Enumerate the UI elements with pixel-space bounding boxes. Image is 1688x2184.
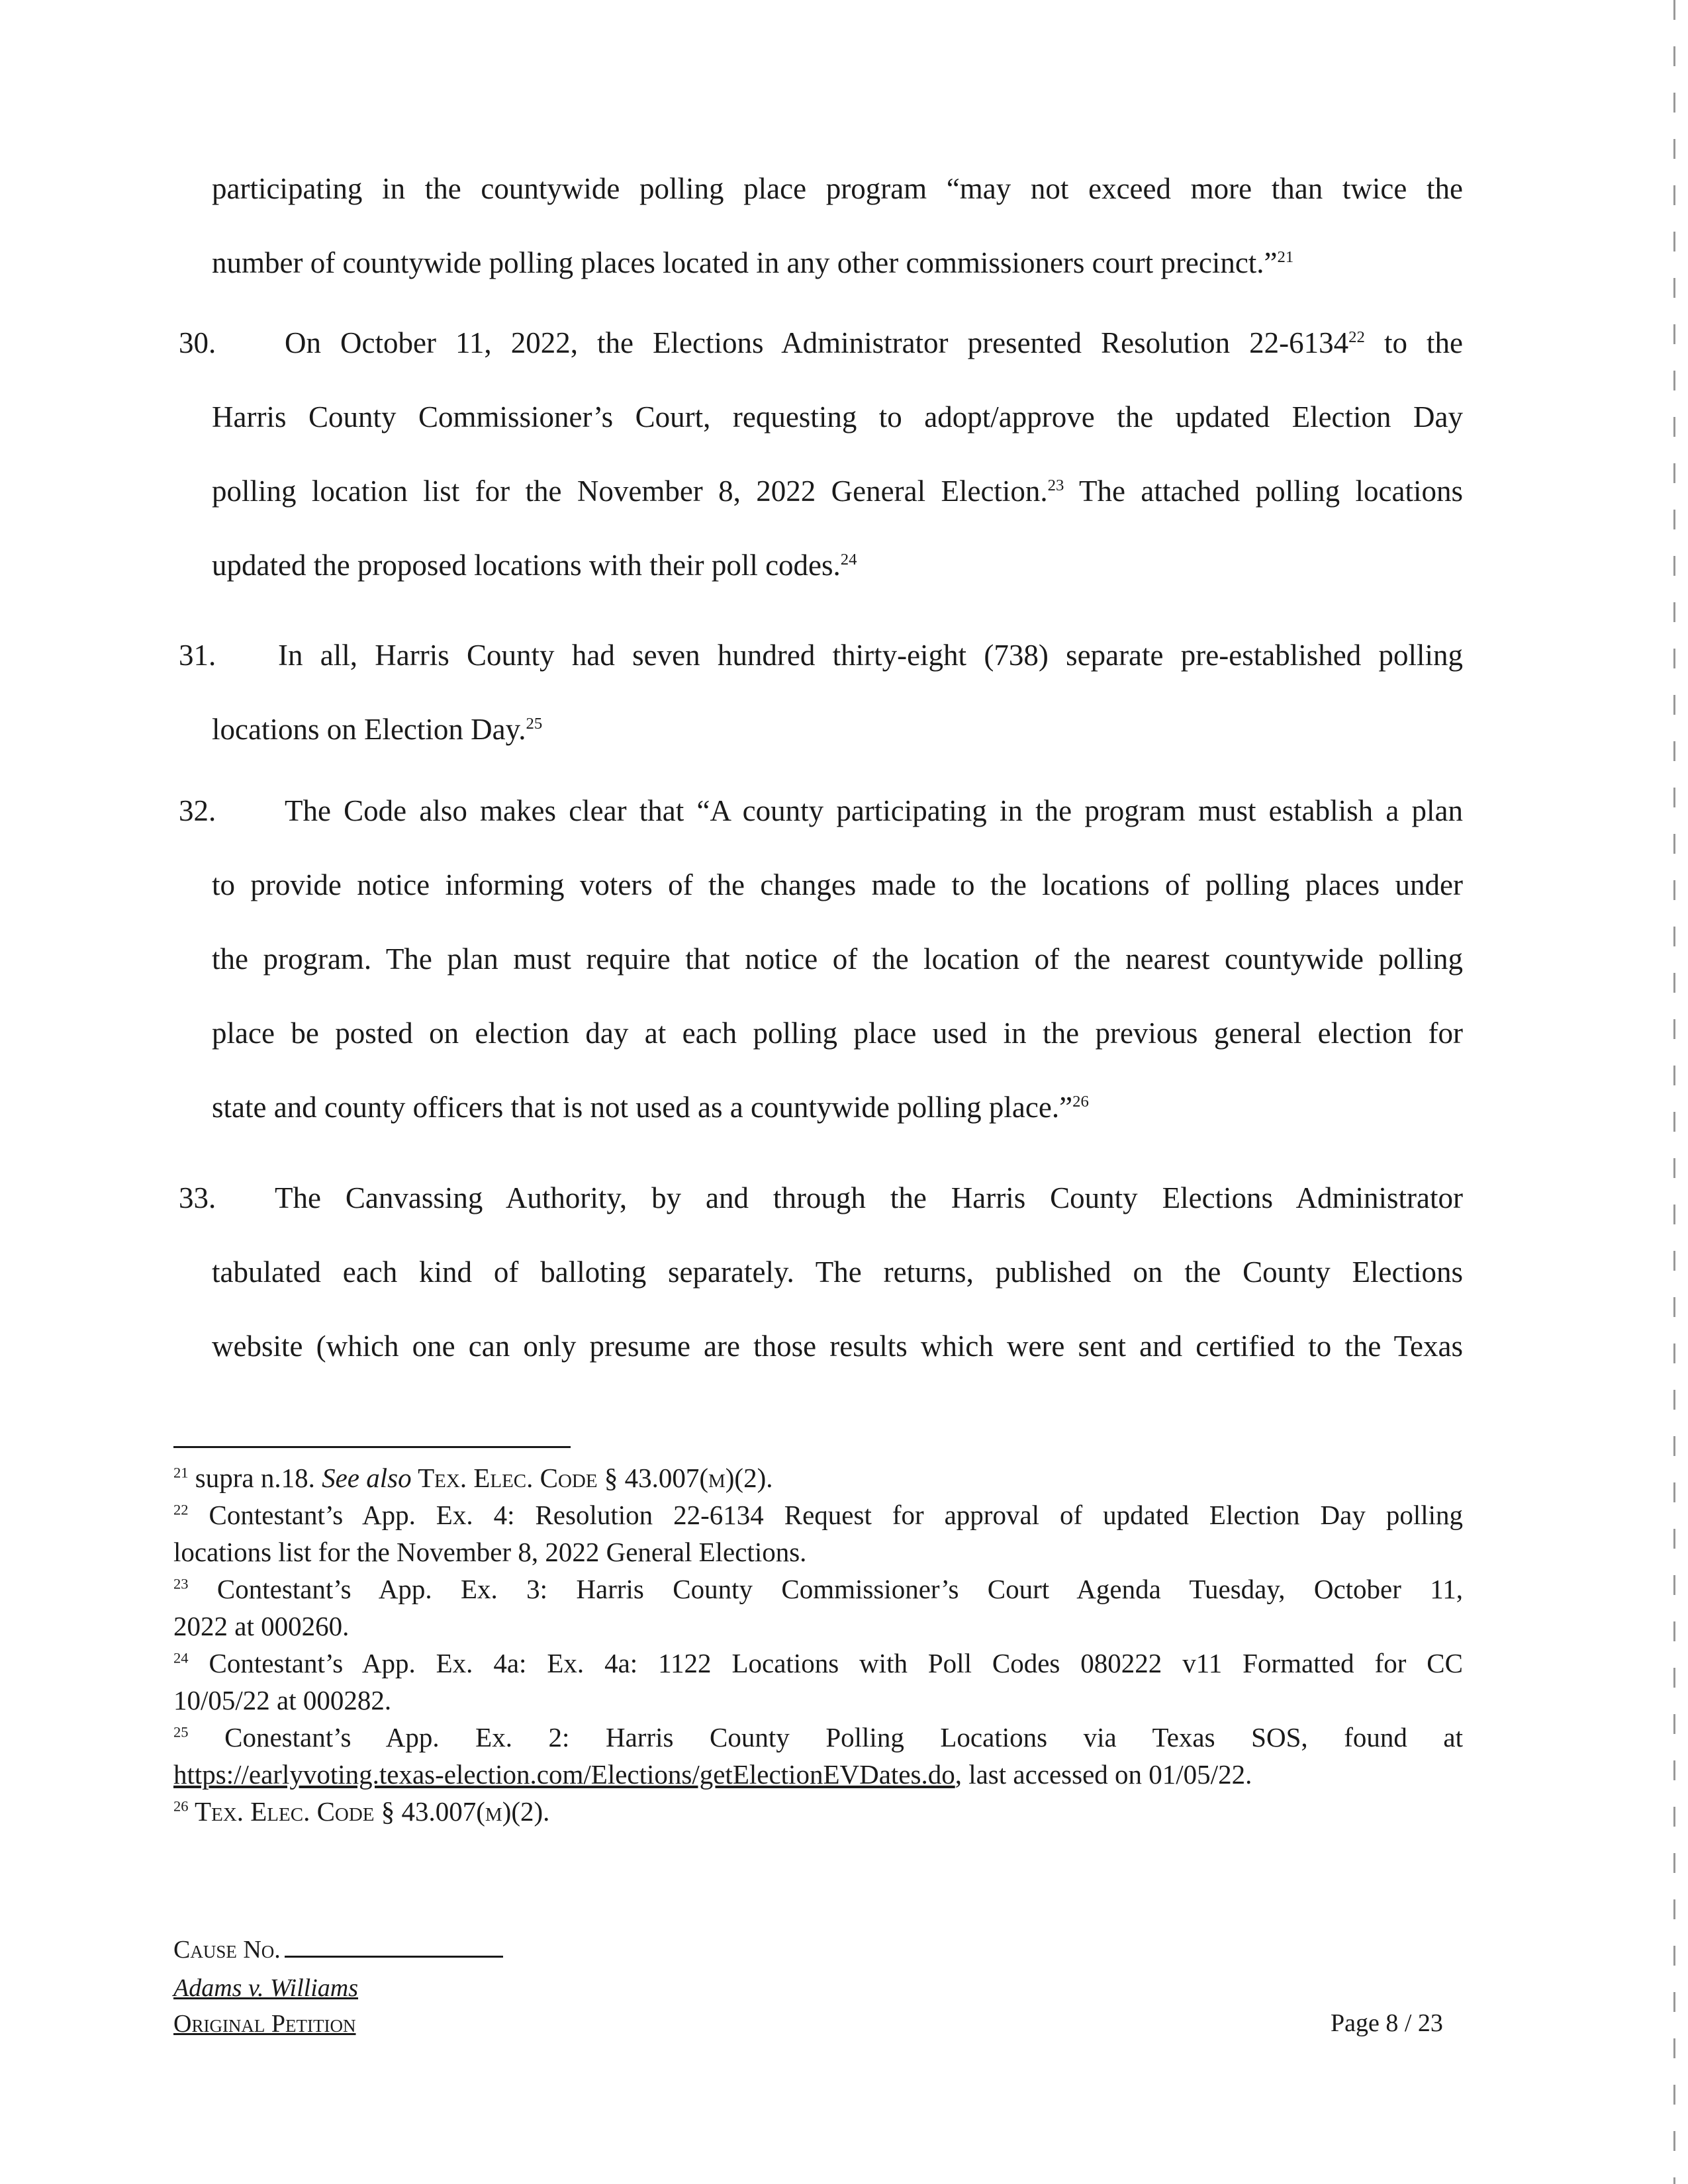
footnote-ref: 23: [1047, 477, 1064, 494]
page-footer: [173, 1933, 503, 2041]
cause-number-blank: [285, 1936, 503, 1958]
footnote-22: $^{22}$ Contestant’s App. Ex. 4: Resolution 22-6134 Request for approval of updated Election Day polling: [173, 1500, 1463, 1530]
footnote-25-cont: https://earlyvoting.texas-election.com/Elections/getElectionEVDates.do, last accessed on 01/05/22.: [173, 1759, 1252, 1790]
text-line: tabulated each kind of balloting separately. The returns, published on the County Elections: [212, 1255, 1463, 1289]
footnote-21: $^{21}$ supra n.18. See also Tex. Elec. Code § 43.007(m)(2).: [173, 1463, 773, 1493]
text-line: polling location list for the November 8, 2022 General Election.$^{23}$ The attached polling locations: [212, 475, 1463, 508]
text-line: number of countywide polling places located in any other commissioners court precinct.”$^{21}$: [212, 246, 1294, 279]
paragraph-33-line-1: The Canvassing Authority, by and through the Harris County Elections Administrator: [275, 1181, 1463, 1214]
cause-number: Cause No.: [173, 1933, 503, 1967]
footnote-24: $^{24}$ Contestant’s App. Ex. 4a: Ex. 4a: 1122 Locations with Poll Codes 080222 v11 Formatted for CC: [173, 1648, 1463, 1678]
footnote-22-cont: locations list for the November 8, 2022 General Elections.: [173, 1537, 807, 1567]
footnote-separator: [173, 1446, 571, 1448]
footnote-24-cont: 10/05/22 at 000282.: [173, 1685, 392, 1715]
text-line: place be posted on election day at each polling place used in the previous general election for: [212, 1017, 1463, 1050]
footnote-ref: 22: [1348, 328, 1365, 346]
footnote-ref: 26: [1072, 1093, 1089, 1111]
paragraph-30-line-1: On October 11, 2022, the Elections Administrator presented Resolution 22-6134$^{22}$ to the: [285, 326, 1463, 359]
page-number: Page 8 / 23: [1331, 2009, 1443, 2037]
footnote-23-cont: 2022 at 000260.: [173, 1611, 350, 1641]
source-link[interactable]: https://earlyvoting.texas-election.com/Elections/getElectionEVDates.do: [173, 1759, 955, 1790]
text-line: locations on Election Day.$^{25}$: [212, 713, 543, 746]
scan-edge-artifact: [1673, 0, 1675, 2184]
footnotes: [173, 1459, 1463, 1830]
paragraph-number: 32.: [179, 794, 216, 827]
footnote-ref: 21: [1277, 248, 1294, 266]
footnote-ref: 25: [526, 715, 543, 733]
text-line: Harris County Commissioner’s Court, requesting to adopt/approve the updated Election Day: [212, 400, 1463, 433]
case-name: Adams v. Williams: [173, 1974, 359, 2002]
paragraph-number: 33.: [179, 1181, 216, 1214]
text-line: state and county officers that is not used as a countywide polling place.”$^{26}$: [212, 1091, 1089, 1124]
document-type: Original Petition: [173, 2010, 356, 2038]
footnote-ref: 24: [840, 551, 857, 569]
text-line: website (which one can only presume are those results which were sent and certified to the Texas: [212, 1330, 1463, 1363]
text-line: updated the proposed locations with their poll codes.$^{24}$: [212, 549, 857, 582]
footnote-25: $^{25}$ Conestant’s App. Ex. 2: Harris County Polling Locations via Texas SOS, found at: [173, 1722, 1463, 1752]
footnote-23: $^{23}$ Contestant’s App. Ex. 3: Harris County Commissioner’s Court Agenda Tuesday, October 11,: [173, 1574, 1463, 1604]
text-line: participating in the countywide polling place program “may not exceed more than twice the: [212, 172, 1463, 205]
text-line: the program. The plan must require that notice of the location of the nearest countywide polling: [212, 942, 1463, 976]
paragraph-32-line-1: The Code also makes clear that “A county participating in the program must establish a plan: [285, 794, 1463, 827]
paragraph-number: 31.: [179, 639, 216, 672]
footnote-26: $^{26}$ Tex. Elec. Code § 43.007(m)(2).: [173, 1796, 550, 1827]
paragraph-number: 30.: [179, 326, 216, 359]
paragraph-31-line-1: In all, Harris County had seven hundred thirty-eight (738) separate pre-established polling: [278, 639, 1463, 672]
text-line: to provide notice informing voters of the changes made to the locations of polling places under: [212, 868, 1463, 901]
